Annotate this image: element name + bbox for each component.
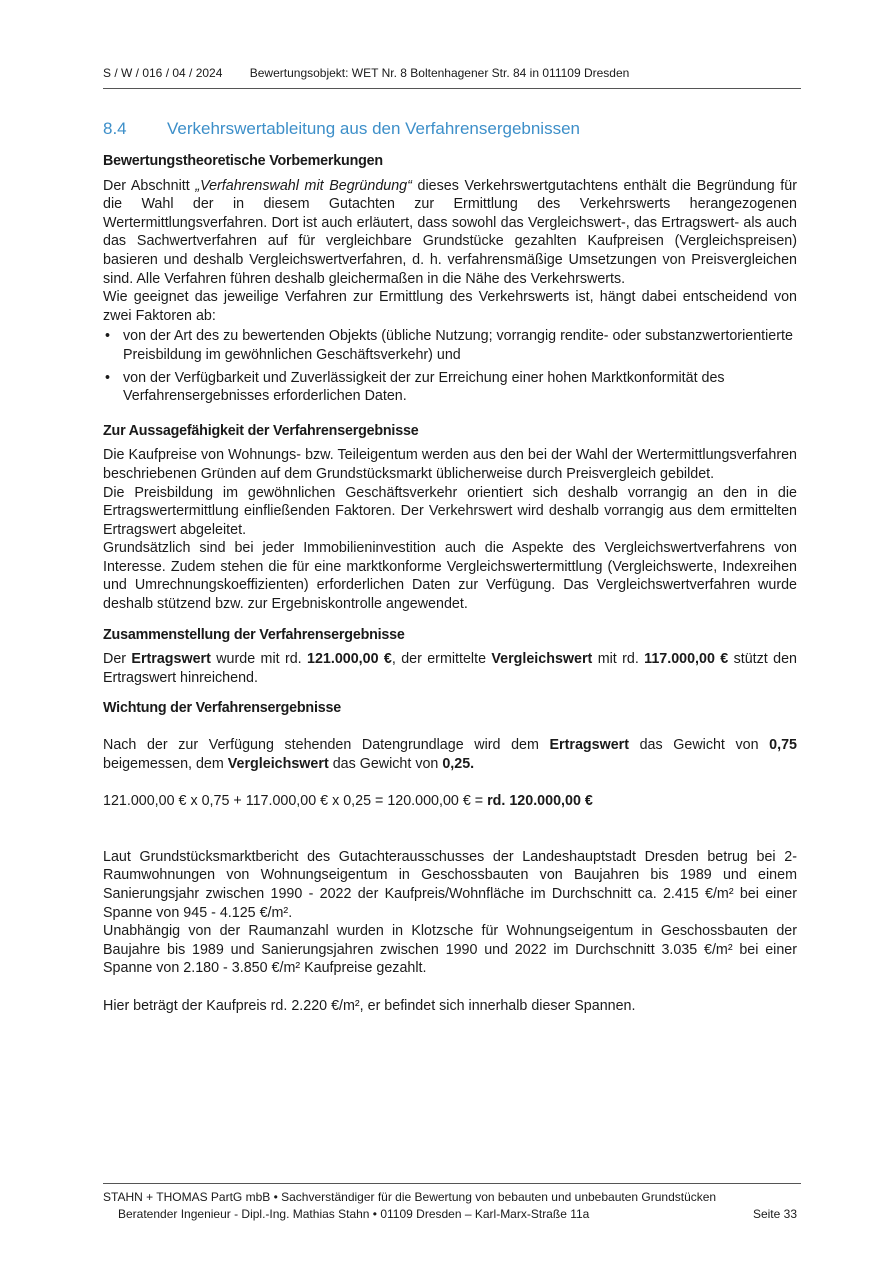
text-run: dieses Verkehrswertgutachtens enthält die Begründung für die Wahl der in diesem Gutachten zur Ermittlung des Verkehrswerts herangezogenen Wertermittlungsverfahren. Dort ist auch erläutert, dass sowohl das Vergleichswert-, das Ertragswert- als auch das Sachwertverfahren auf für vergleichbare Grundstücke gezahlten Kaufpreisen (Vergleichspreisen) basieren und deshalb Vergleichswertverfahren, d. h. verfahrensmäßige Umsetzungen von Preisvergleichen sind. Alle Verfahren führen deshalb gleichermaßen in die Nähe des Verkehrswerts. [103, 177, 797, 287]
section-title [103, 119, 580, 139]
text-run: beigemessen, dem [103, 755, 228, 772]
bold-value: 117.000,00 € [644, 651, 729, 668]
paragraph-wichtung [103, 736, 797, 773]
text-run: das Gewicht von [628, 737, 770, 754]
bold-value: 0,75 [769, 737, 797, 754]
paragraph-vorbemerkungen-1 [103, 177, 797, 289]
formula-text: 121.000,00 € x 0,75 + 117.000,00 € x 0,25 = 120.000,00 € = [103, 793, 488, 810]
paragraph-markt-2: Unabhängig von der Raumanzahl wurden in Klotzsche für Wohnungseigentum in Geschossbauten der Baujahre bis 1989 und Sanierungsjahren zwischen 1990 und 2022 im Durchschnitt 3.035 €/m² bei einer Spanne von 2.180 - 3.850 €/m² Kaufpreise gezahlt. [103, 923, 797, 977]
text-run: stützt den Ertragswert hinreichend. [103, 651, 797, 686]
page-header [103, 66, 793, 80]
paragraph-aussage-1: Die Kaufpreise von Wohnungs- bzw. Teileigentum werden aus den bei der Wahl der Wertermittlungsverfahren beschriebenen Gründen auf dem Grundstücksmarkt üblicherweise durch Preisvergleich gebildet. [103, 447, 797, 482]
paragraph-aussage-2: Die Preisbildung im gewöhnlichen Geschäftsverkehr orientiert sich deshalb vorrangig an den in die Ertragswertermittlung einfließenden Faktoren. Der Verkehrswert wird deshalb vorrangig aus dem ermittelten Ertragswert abgeleitet. [103, 484, 797, 538]
footer-divider [103, 1183, 801, 1184]
text-run: wurde mit rd. [210, 651, 307, 668]
paragraph-vorbemerkungen-2: Wie geeignet das jeweilige Verfahren zur Ermittlung des Verkehrswerts ist, hängt dabei entscheidend von zwei Faktoren ab: [103, 289, 797, 324]
list-item: • von der Art des zu bewertenden Objekts (übliche Nutzung; vorrangig rendite- oder substanzwertorientierte Preisbildung im gewöhnlichen Geschäftsverkehr) und [103, 327, 797, 364]
heading-vorbemerkungen: Bewertungstheoretische Vorbemerkungen [103, 153, 383, 169]
section-number: 8.4 [103, 119, 127, 138]
bold-value: 121.000,00 € [307, 651, 392, 668]
header-divider [103, 88, 801, 89]
section-heading: Verkehrswertableitung aus den Verfahrensergebnissen [167, 119, 580, 138]
page-content [103, 152, 797, 1016]
italic-reference: „Verfahrenswahl mit Begründung“ [195, 177, 412, 194]
heading-zusammenstellung: Zusammenstellung der Verfahrensergebnisse [103, 626, 405, 643]
bold-term: Ertragswert [549, 737, 629, 754]
paragraph-zusammenstellung [103, 650, 797, 687]
text-run: Der [103, 651, 132, 668]
text-run: mit rd. [592, 651, 645, 668]
bold-term: Ertragswert [131, 651, 211, 668]
weighting-formula [103, 792, 797, 811]
heading-aussagefaehigkeit: Zur Aussagefähigkeit der Verfahrensergebnisse [103, 422, 419, 439]
valuation-object: Bewertungsobjekt: WET Nr. 8 Boltenhagener Str. 84 in 011109 Dresden [249, 66, 630, 80]
text-run: Nach der zur Verfügung stehenden Datengrundlage wird dem [103, 737, 550, 754]
page-footer [103, 1189, 815, 1223]
bold-term: Vergleichswert [491, 651, 593, 668]
heading-wichtung: Wichtung der Verfahrensergebnisse [103, 700, 341, 717]
bold-value: 0,25. [442, 755, 475, 772]
footer-company-line: STAHN + THOMAS PartG mbB • Sachverständiger für die Bewertung von bebauten und unbebauten Grundstücken [103, 1190, 717, 1204]
formula-result: rd. 120.000,00 € [487, 793, 593, 810]
bold-term: Vergleichswert [227, 755, 329, 772]
paragraph-markt-1: Laut Grundstücksmarktbericht des Gutachterausschusses der Landeshauptstadt Dresden betrug bei 2-Raumwohnungen von Wohnungseigentum in Geschossbauten von Baujahren bis 1989 und einem Sanierungsjahr zwischen 1990 - 2022 der Kaufpreis/Wohnfläche im Durchschnitt ca. 2.415 €/m² bei einer Spanne von 945 - 4.125 €/m². [103, 848, 797, 921]
document-reference: S / W / 016 / 04 / 2024 [103, 66, 223, 80]
page-number: Seite 33 [752, 1207, 797, 1221]
footer-address-line: Beratender Ingenieur - Dipl.-Ing. Mathias Stahn • 01109 Dresden – Karl-Marx-Straße 11a [118, 1207, 590, 1221]
text-run: das Gewicht von [328, 755, 443, 772]
paragraph-aussage-3: Grundsätzlich sind bei jeder Immobilieninvestition auch die Aspekte des Vergleichswertverfahrens von Interesse. Zudem stehen die für eine marktkonforme Vergleichswertermittlung (Vergleichswerte, Indexreihen und Umrechnungskoeffizienten) erforderlichen Daten zur Verfügung. Das Vergleichswertverfahren wurde deshalb stützend bzw. zur Ergebniskontrolle angewendet. [103, 540, 797, 613]
text-run: , der ermittelte [391, 651, 492, 668]
paragraph-markt-3: Hier beträgt der Kaufpreis rd. 2.220 €/m², er befindet sich innerhalb dieser Spannen. [103, 997, 636, 1014]
text-run: Der Abschnitt [103, 177, 196, 194]
list-item: • von der Verfügbarkeit und Zuverlässigkeit der zur Erreichung einer hohen Marktkonformität des Verfahrensergebnisses erforderlichen Daten. [103, 369, 797, 406]
factor-list [103, 327, 797, 405]
